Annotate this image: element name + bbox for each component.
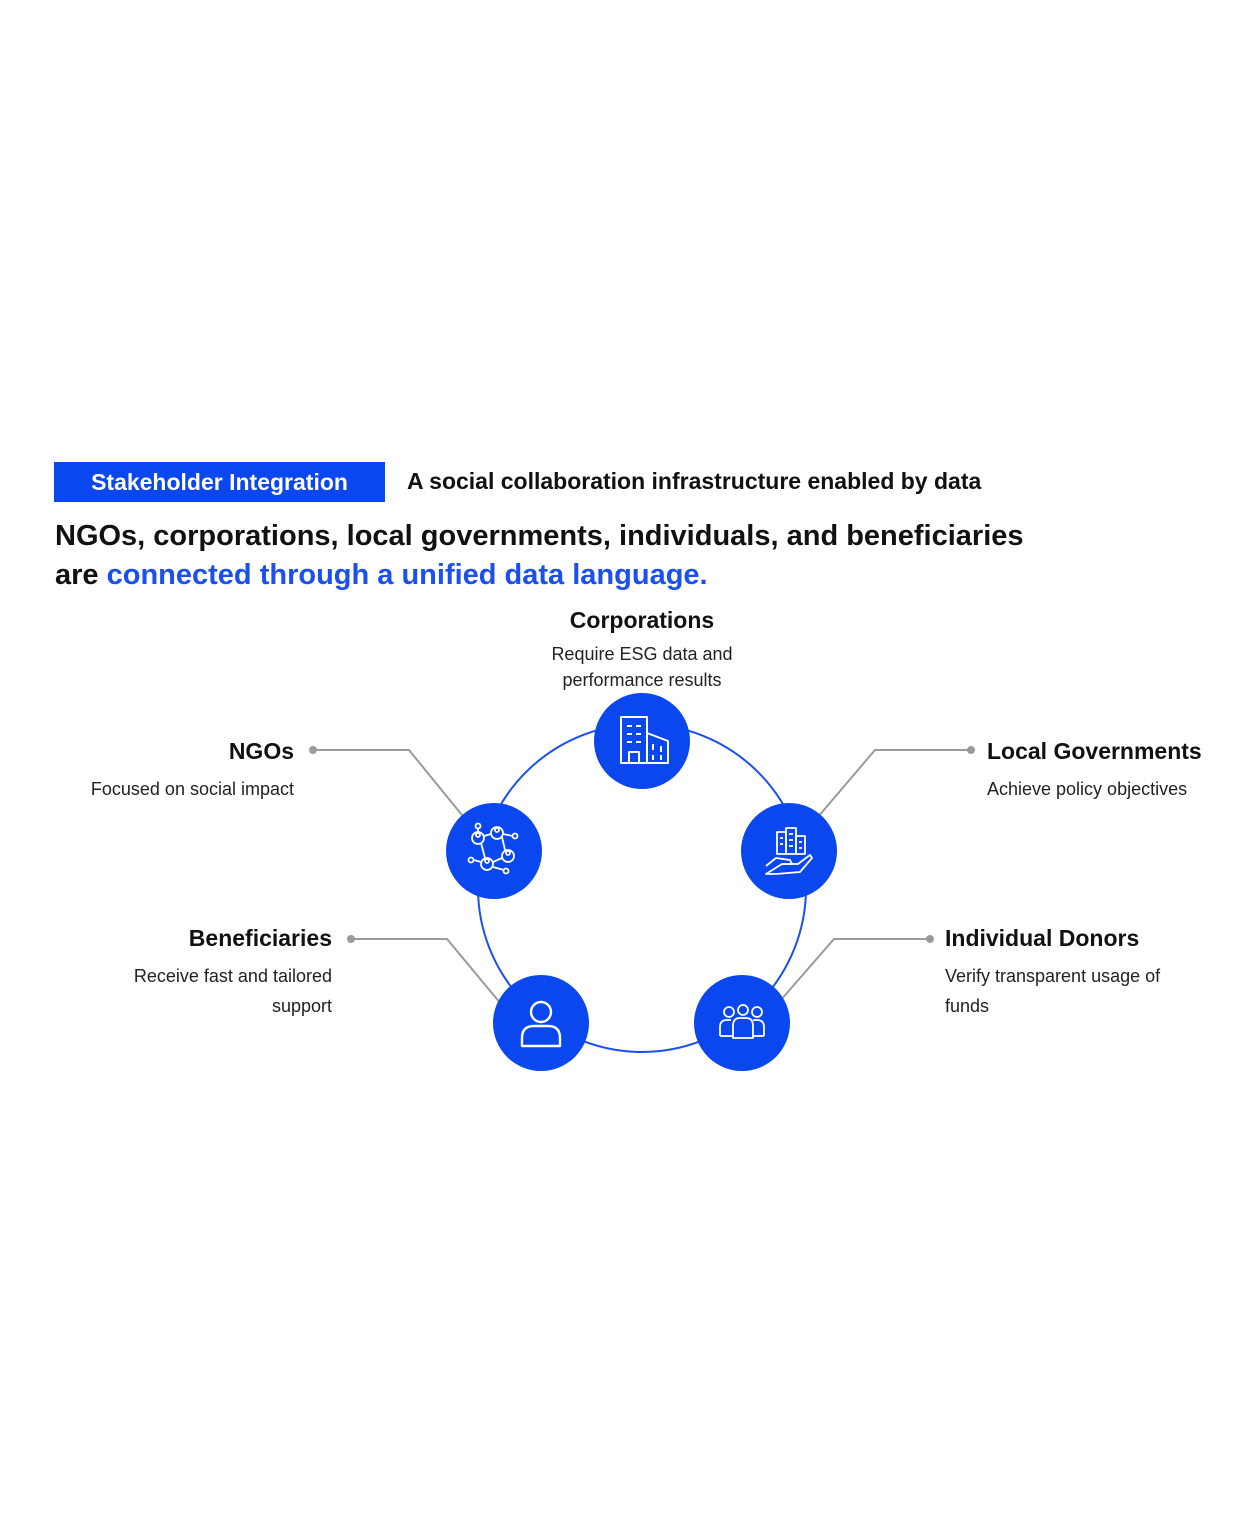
- beneficiaries-desc: [82, 961, 332, 1021]
- connector-individual-donors: [780, 939, 930, 1001]
- headline-plain: are: [55, 559, 107, 591]
- corporations-desc-line-2: performance results: [562, 670, 722, 690]
- connector-dot-ngos: [309, 746, 317, 754]
- section-subtitle: A social collaboration infrastructure enabled by data: [407, 468, 982, 494]
- corporations-desc-line-1: Require ESG data and: [551, 644, 733, 664]
- node-individual-donors: [694, 975, 790, 1071]
- connector-local-governments: [817, 750, 971, 818]
- connector-beneficiaries: [351, 939, 501, 1004]
- ngos-title: NGOs: [228, 738, 294, 764]
- beneficiaries-title: Beneficiaries: [188, 925, 332, 951]
- ngos-desc: [44, 774, 294, 804]
- connector-dot-local-governments: [967, 746, 975, 754]
- connector-dot-beneficiaries: [347, 935, 355, 943]
- individual-donors-title: Individual Donors: [945, 925, 1140, 951]
- corporations-desc: [522, 641, 762, 693]
- node-local-governments: [741, 803, 837, 899]
- node-beneficiaries: [493, 975, 589, 1071]
- individual-donors-desc-line-2: funds: [945, 996, 990, 1016]
- local-governments-desc: [987, 774, 1237, 804]
- node-corporations: [594, 693, 690, 789]
- corporations-title: Corporations: [569, 607, 715, 633]
- node-ngos: [446, 803, 542, 899]
- ngos-desc-line-1: Focused on social impact: [90, 779, 294, 799]
- local-governments-title: Local Governments: [987, 738, 1202, 764]
- individual-donors-desc-line-1: Verify transparent usage of: [945, 966, 1161, 986]
- headline-accent: connected through a unified data language.: [106, 559, 708, 591]
- section-badge: Stakeholder Integration: [54, 462, 385, 502]
- connector-dot-individual-donors: [926, 935, 934, 943]
- headline-line-1: NGOs, corporations, local governments, individuals, and beneficiaries: [55, 520, 1024, 552]
- local-governments-desc-line-1: Achieve policy objectives: [987, 779, 1188, 799]
- beneficiaries-desc-line-1: Receive fast and tailored: [133, 966, 332, 986]
- beneficiaries-desc-line-2: support: [271, 996, 332, 1016]
- connector-ngos: [313, 750, 466, 820]
- individual-donors-desc: [945, 961, 1205, 1021]
